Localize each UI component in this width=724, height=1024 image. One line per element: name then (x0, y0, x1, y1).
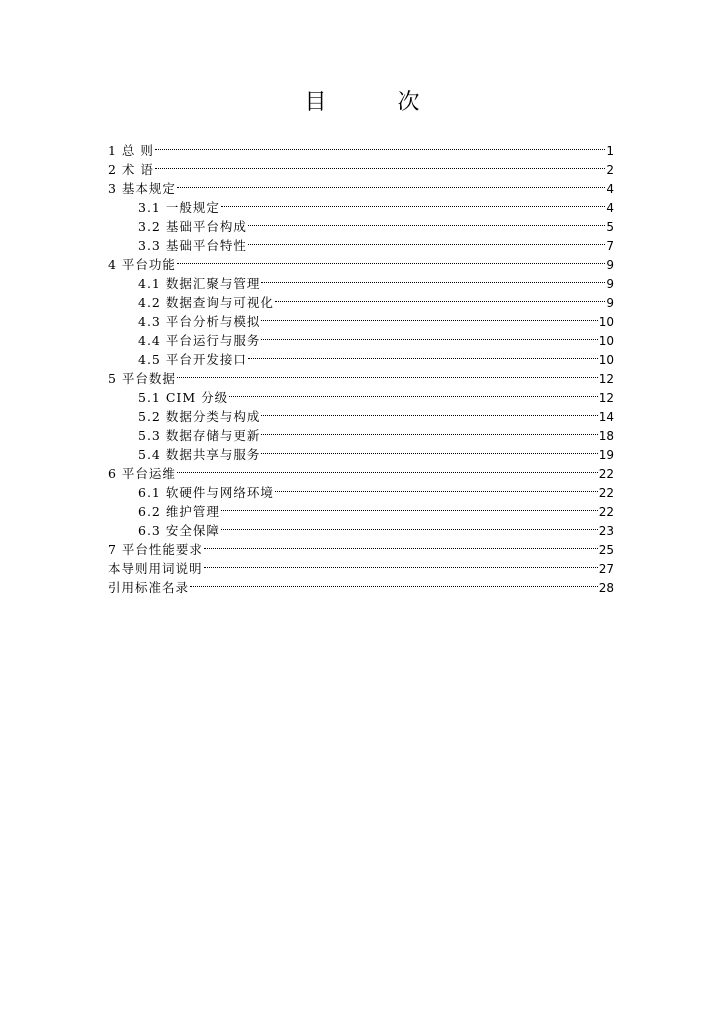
toc-entry-page-number: 4 (606, 182, 614, 196)
toc-entry-page-number: 12 (598, 391, 614, 405)
dot-leader (155, 136, 605, 155)
toc-entry-page-number: 9 (606, 296, 614, 310)
toc-entry-label: 1 总 则 (108, 143, 154, 158)
toc-entry-label: 5 平台数据 (108, 371, 176, 386)
dot-leader (261, 421, 597, 440)
table-of-contents (108, 136, 614, 595)
toc-entry-page-number: 19 (598, 448, 614, 462)
toc-entry-label: 4.3 平台分析与模拟 (138, 314, 261, 329)
toc-entry-page-number: 14 (598, 410, 614, 424)
dot-leader (275, 288, 606, 307)
toc-entry[interactable] (108, 136, 614, 158)
toc-entry-label: 5.4 数据共享与服务 (138, 447, 261, 462)
toc-entry-label: 6 平台运维 (108, 466, 176, 481)
toc-entry-label: 5.1 CIM 分级 (138, 390, 229, 405)
toc-entry-label: 6.3 安全保障 (138, 523, 220, 538)
toc-entry-page-number: 7 (606, 239, 614, 253)
toc-entry-label: 4.4 平台运行与服务 (138, 333, 261, 348)
toc-entry-page-number: 27 (598, 562, 614, 576)
toc-entry-page-number: 9 (606, 258, 614, 272)
dot-leader (229, 383, 598, 402)
toc-entry-page-number: 22 (598, 467, 614, 481)
toc-entry-page-number: 22 (598, 486, 614, 500)
dot-leader (204, 554, 598, 573)
toc-entry[interactable] (108, 364, 614, 386)
toc-entry-page-number: 9 (606, 277, 614, 291)
toc-entry-label: 引用标准名录 (108, 580, 190, 595)
toc-entry-label: 3.2 基础平台构成 (138, 219, 247, 234)
dot-leader (204, 535, 598, 554)
toc-entry[interactable] (108, 174, 614, 196)
dot-leader (221, 516, 598, 535)
toc-entry-label: 5.3 数据存储与更新 (138, 428, 261, 443)
dot-leader (221, 193, 606, 212)
dot-leader (248, 345, 598, 364)
dot-leader (248, 231, 606, 250)
toc-entry-page-number: 23 (598, 524, 614, 538)
dot-leader (177, 459, 598, 478)
toc-entry-label: 4.5 平台开发接口 (138, 352, 247, 367)
toc-entry-label: 7 平台性能要求 (108, 542, 203, 557)
dot-leader (248, 212, 606, 231)
dot-leader (221, 497, 598, 516)
toc-entry-page-number: 10 (598, 353, 614, 367)
dot-leader (261, 307, 597, 326)
toc-entry-page-number: 2 (606, 163, 614, 177)
toc-entry[interactable] (108, 193, 614, 215)
toc-entry-label: 3.3 基础平台特性 (138, 238, 247, 253)
toc-entry[interactable] (108, 269, 614, 291)
toc-entry-label: 6.1 软硬件与网络环境 (138, 485, 274, 500)
toc-entry-page-number: 1 (606, 144, 614, 158)
dot-leader (261, 402, 597, 421)
dot-leader (155, 155, 605, 174)
toc-entry-label: 3.1 一般规定 (138, 200, 220, 215)
dot-leader (177, 250, 605, 269)
toc-entry-label: 本导则用词说明 (108, 561, 203, 576)
toc-entry-page-number: 25 (598, 543, 614, 557)
dot-leader (177, 174, 605, 193)
toc-entry-page-number: 28 (598, 581, 614, 595)
toc-entry-label: 5.2 数据分类与构成 (138, 409, 261, 424)
dot-leader (275, 478, 598, 497)
toc-entry-page-number: 4 (606, 201, 614, 215)
dot-leader (261, 326, 597, 345)
toc-entry[interactable] (108, 250, 614, 272)
toc-title: 目 次 (304, 90, 452, 115)
toc-entry-label: 4.2 数据查询与可视化 (138, 295, 274, 310)
toc-entry-page-number: 22 (598, 505, 614, 519)
dot-leader (261, 440, 597, 459)
toc-entry-page-number: 12 (598, 372, 614, 386)
toc-entry[interactable] (108, 383, 614, 405)
toc-entry-label: 4 平台功能 (108, 257, 176, 272)
dot-leader (177, 364, 598, 383)
dot-leader (190, 573, 598, 592)
toc-entry-label: 2 术 语 (108, 162, 154, 177)
toc-entry[interactable] (108, 459, 614, 481)
dot-leader (261, 269, 605, 288)
toc-entry-label: 3 基本规定 (108, 181, 176, 196)
toc-entry-label: 6.2 维护管理 (138, 504, 220, 519)
toc-entry-page-number: 5 (606, 220, 614, 234)
toc-entry[interactable] (108, 478, 614, 500)
toc-entry-page-number: 18 (598, 429, 614, 443)
toc-entry-label: 4.1 数据汇聚与管理 (138, 276, 261, 291)
toc-entry-page-number: 10 (598, 334, 614, 348)
toc-entry[interactable] (108, 155, 614, 177)
toc-entry-page-number: 10 (598, 315, 614, 329)
